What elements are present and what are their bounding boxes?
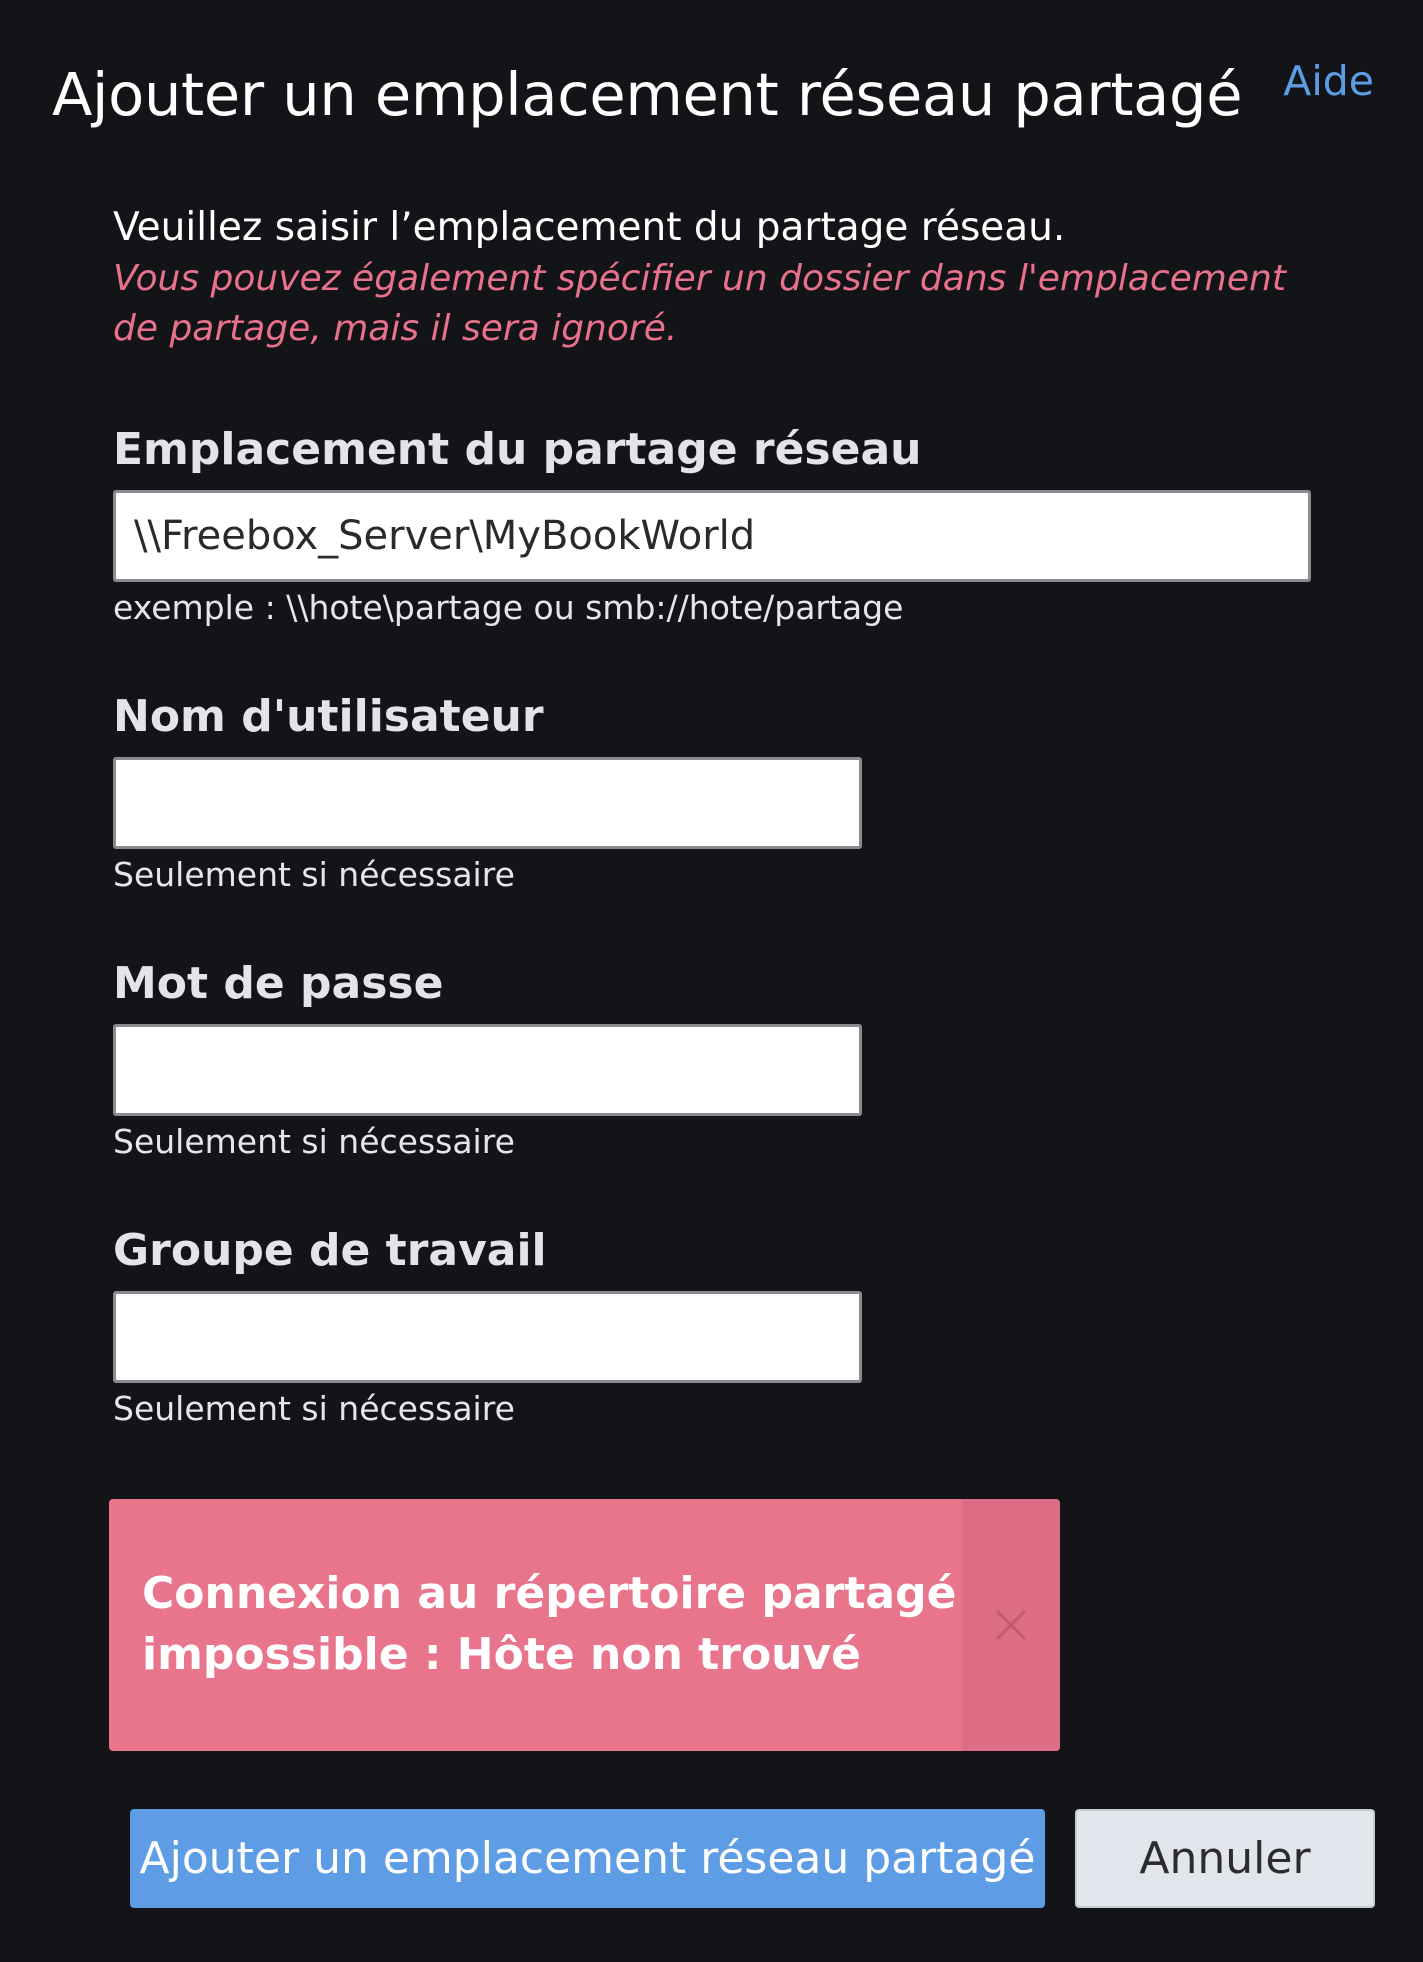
workgroup-hint: Seulement si nécessaire	[113, 1389, 515, 1428]
workgroup-field	[113, 1223, 862, 1431]
folder-ignored-warning: Vous pouvez également spécifier un dossier dans l'emplacement de partage, mais il sera ignoré.	[113, 258, 1286, 349]
error-close-button[interactable]	[962, 1499, 1060, 1751]
share-location-hint: exemple : \\hote\partage ou smb://hote/partage	[113, 588, 904, 627]
error-alert	[109, 1499, 1060, 1751]
username-input[interactable]	[113, 757, 862, 849]
add-share-button[interactable]: Ajouter un emplacement réseau partagé	[130, 1809, 1045, 1908]
username-hint: Seulement si nécessaire	[113, 855, 515, 894]
error-message: Connexion au répertoire partagé impossible : Hôte non trouvé	[142, 1568, 957, 1680]
intro-section	[113, 198, 1333, 354]
password-hint: Seulement si nécessaire	[113, 1122, 515, 1161]
intro-text: Veuillez saisir l’emplacement du partage réseau.	[113, 205, 1066, 250]
share-location-field	[113, 422, 1311, 630]
workgroup-label: Groupe de travail	[113, 1225, 547, 1276]
username-label: Nom d'utilisateur	[113, 691, 544, 742]
password-label: Mot de passe	[113, 958, 444, 1009]
cancel-button[interactable]: Annuler	[1075, 1809, 1375, 1908]
password-input[interactable]	[113, 1024, 862, 1116]
share-location-label: Emplacement du partage réseau	[113, 424, 922, 475]
close-icon	[994, 1608, 1028, 1642]
password-field	[113, 956, 862, 1164]
share-location-input[interactable]	[113, 490, 1311, 582]
dialog-title: Ajouter un emplacement réseau partagé	[52, 60, 1243, 129]
username-field	[113, 689, 862, 897]
help-link[interactable]: Aide	[1283, 57, 1374, 105]
workgroup-input[interactable]	[113, 1291, 862, 1383]
